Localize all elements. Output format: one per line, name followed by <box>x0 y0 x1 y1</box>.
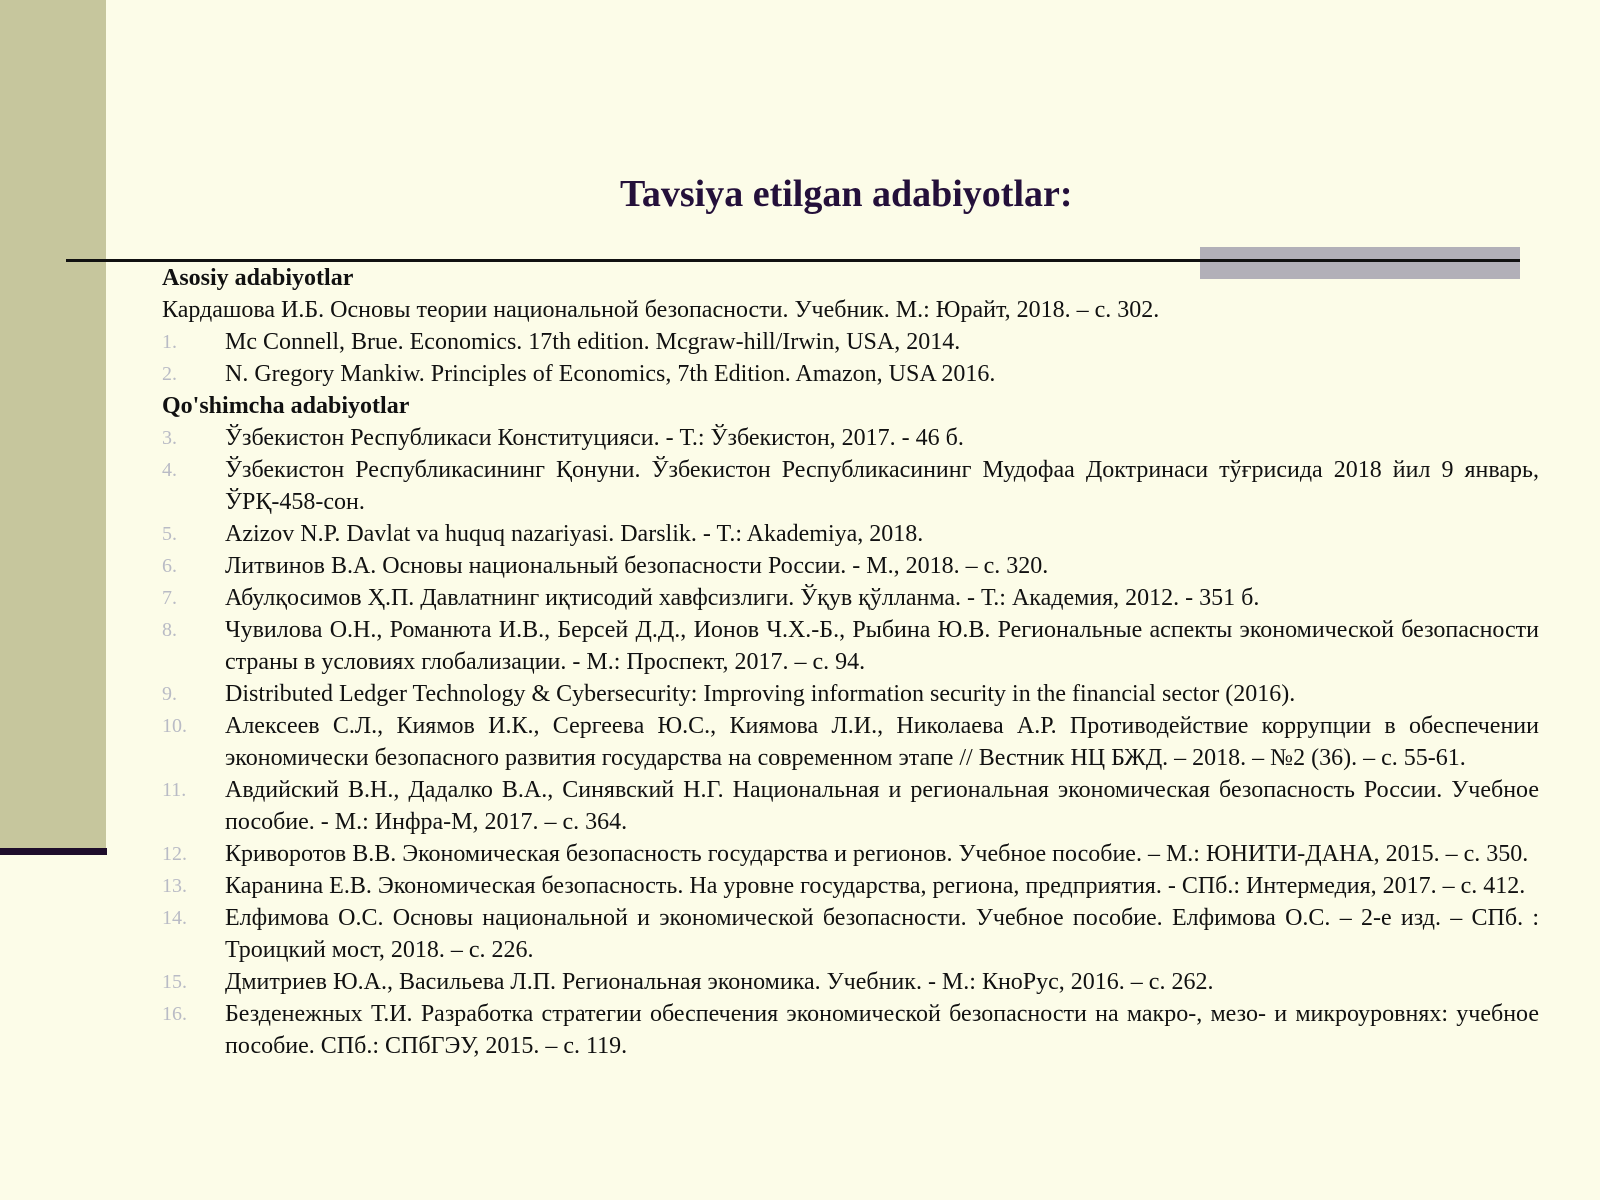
reference-text: Ўзбекистон Республикасининг Қонуни. Ўзбекистон Республикасининг Мудофаа Доктринаси тўғрисида 2018 йил 9 январь, ЎРҚ-458-сон. <box>225 457 1539 515</box>
reference-text: Ўзбекистон Республикаси Конституцияси. - Т.: Ўзбекистон, 2017. - 46 б. <box>225 425 964 451</box>
reference-item <box>162 358 1539 390</box>
additional-literature-list <box>162 422 1539 1062</box>
reference-text: Абулқосимов Ҳ.П. Давлатнинг иқтисодий хавфсизлиги. Ўқув қўлланма. - Т.: Академия, 2012. - 351 б. <box>225 585 1260 611</box>
reference-item <box>162 614 1539 678</box>
main-literature-list <box>162 326 1539 390</box>
reference-item <box>162 774 1539 838</box>
reference-number: 4. <box>162 459 177 481</box>
reference-item <box>162 678 1539 710</box>
reference-text: Mc Connell, Brue. Economics. 17th edition. Mcgraw-hill/Irwin, USA, 2014. <box>225 329 961 355</box>
reference-number: 13. <box>162 875 187 897</box>
reference-number: 2. <box>162 363 177 385</box>
reference-number: 9. <box>162 683 177 705</box>
reference-item <box>162 966 1539 998</box>
reference-item <box>162 326 1539 358</box>
reference-number: 8. <box>162 619 177 641</box>
reference-item <box>162 422 1539 454</box>
reference-number: 1. <box>162 331 177 353</box>
reference-text: Авдийский В.Н., Дадалко В.А., Синявский Н.Г. Национальная и региональная экономическая безопасность России. Учебное пособие. - М.: Инфра-М, 2017. – с. 364. <box>225 777 1539 835</box>
reference-text: Чувилова О.Н., Романюта И.В., Берсей Д.Д., Ионов Ч.Х.-Б., Рыбина Ю.В. Региональные аспекты экономической безопасности страны в условиях глобализации. - М.: Проспект, 2017. – с. 94. <box>225 617 1539 675</box>
reference-item <box>162 518 1539 550</box>
reference-number: 14. <box>162 907 187 929</box>
reference-number: 7. <box>162 587 177 609</box>
reference-item <box>162 454 1539 518</box>
additional-literature-heading: Qo'shimcha adabiyotlar <box>162 393 410 419</box>
reference-number: 5. <box>162 523 177 545</box>
slide-title: Tavsiya etilgan adabiyotlar: <box>620 173 1073 215</box>
reference-item <box>162 838 1539 870</box>
reference-number: 11. <box>162 779 187 801</box>
reference-number: 10. <box>162 715 187 737</box>
references-content <box>162 262 1539 1062</box>
main-literature-heading: Asosiy adabiyotlar <box>162 265 354 291</box>
reference-item <box>162 902 1539 966</box>
reference-text: Дмитриев Ю.А., Васильева Л.П. Региональная экономика. Учебник. - М.: КноРус, 2016. – с. 262. <box>225 969 1214 995</box>
reference-item <box>162 710 1539 774</box>
reference-item <box>162 998 1539 1062</box>
reference-text: Каранина Е.В. Экономическая безопасность. На уровне государства, региона, предприятия. - СПб.: Интермедия, 2017. – с. 412. <box>225 873 1526 899</box>
reference-number: 6. <box>162 555 177 577</box>
reference-text: Елфимова О.С. Основы национальной и экономической безопасности. Учебное пособие. Елфимова О.С. – 2-е изд. – СПб. : Троицкий мост, 2018. – с. 226. <box>225 905 1539 963</box>
left-decorative-bar <box>0 0 106 850</box>
reference-item <box>162 870 1539 902</box>
reference-item <box>162 582 1539 614</box>
reference-text: Azizov N.P. Davlat va huquq nazariyasi. Darslik. - T.: Akademiya, 2018. <box>225 521 924 547</box>
reference-text: Безденежных Т.И. Разработка стратегии обеспечения экономической безопасности на макро-, мезо- и микроуровнях: учебное пособие. СПб.: СПбГЭУ, 2015. – с. 119. <box>225 1001 1539 1059</box>
reference-number: 3. <box>162 427 177 449</box>
reference-text: Алексеев С.Л., Киямов И.К., Сергеева Ю.С., Киямова Л.И., Николаева А.Р. Противодействие коррупции в обеспечении экономически безопасного развития государства на современном этапе // Вестник НЦ БЖД. – 2018. – №2 (36). – с. 55-61. <box>225 713 1539 771</box>
left-accent-line <box>0 848 107 855</box>
reference-number: 12. <box>162 843 187 865</box>
reference-text: Distributed Ledger Technology & Cybersecurity: Improving information security in the financial sector (2016). <box>225 681 1296 707</box>
reference-item <box>162 550 1539 582</box>
reference-text: Литвинов В.А. Основы национальный безопасности России. - М., 2018. – с. 320. <box>225 553 1049 579</box>
unnumbered-reference: Кардашова И.Б. Основы теории национальной безопасности. Учебник. М.: Юрайт, 2018. – с. 302. <box>162 297 1160 323</box>
reference-text: N. Gregory Mankiw. Principles of Economics, 7th Edition. Amazon, USA 2016. <box>225 361 996 387</box>
reference-text: Криворотов В.В. Экономическая безопасность государства и регионов. Учебное пособие. – М.: ЮНИТИ-ДАНА, 2015. – с. 350. <box>225 841 1529 867</box>
reference-number: 16. <box>162 1003 187 1025</box>
reference-number: 15. <box>162 971 187 993</box>
